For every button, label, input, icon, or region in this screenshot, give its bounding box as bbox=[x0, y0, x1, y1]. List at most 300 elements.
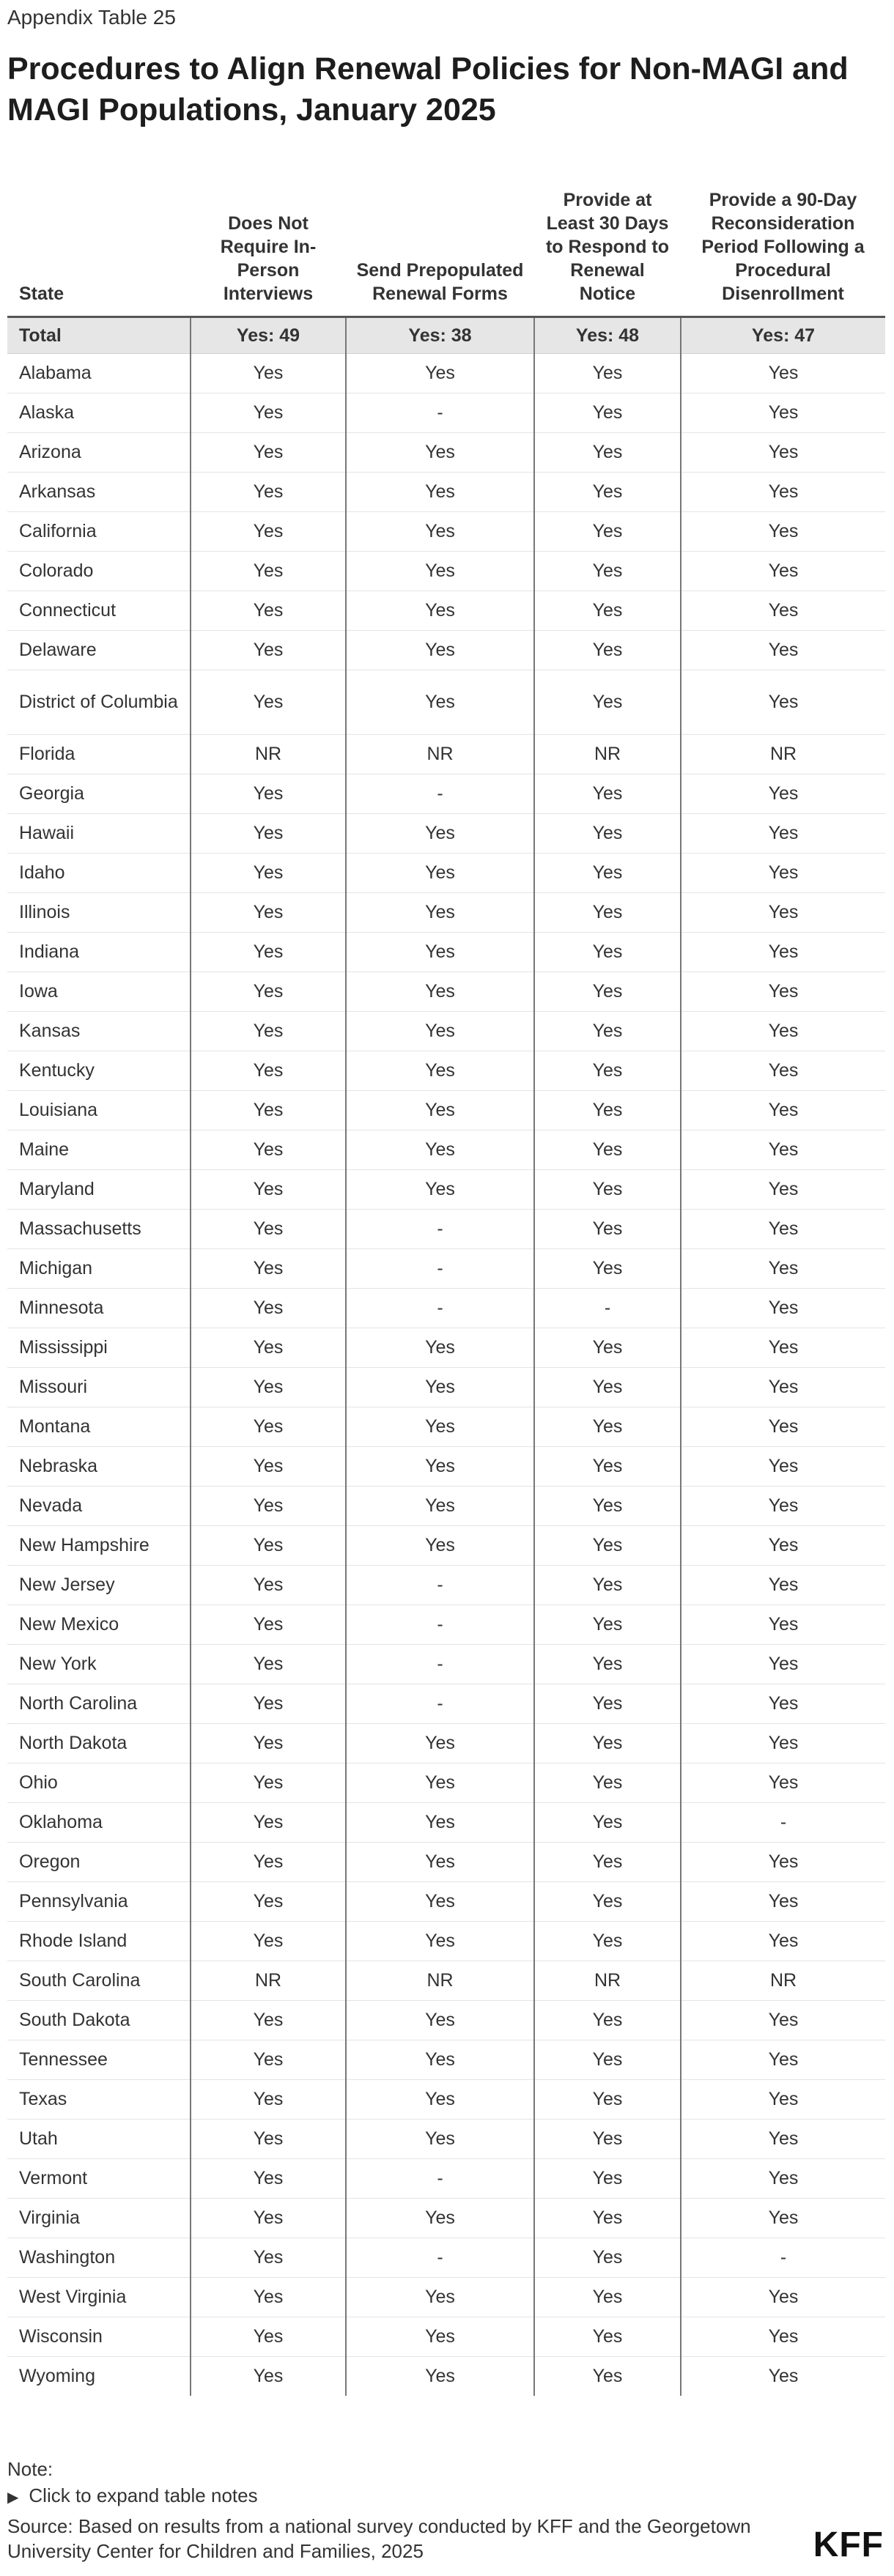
value-cell: Yes bbox=[534, 1367, 681, 1407]
state-name-cell: Minnesota bbox=[7, 1288, 191, 1328]
table-row bbox=[7, 2238, 885, 2277]
value-cell: Yes bbox=[191, 2000, 346, 2040]
state-name-cell: South Carolina bbox=[7, 1961, 191, 2000]
value-cell: Yes bbox=[681, 1525, 885, 1565]
table-row bbox=[7, 1565, 885, 1605]
value-cell: Yes bbox=[534, 1842, 681, 1881]
value-cell: Yes bbox=[346, 1486, 534, 1525]
value-cell: Yes bbox=[191, 2119, 346, 2158]
value-cell: Yes bbox=[534, 2158, 681, 2198]
value-cell: Yes bbox=[681, 2317, 885, 2356]
value-cell: Yes bbox=[681, 853, 885, 892]
value-cell: NR bbox=[534, 734, 681, 774]
value-cell: - bbox=[346, 393, 534, 432]
value-cell: Yes bbox=[681, 1407, 885, 1446]
state-name-cell: Wyoming bbox=[19, 2366, 95, 2387]
value-cell: Yes bbox=[191, 1328, 346, 1367]
table-row bbox=[7, 1169, 885, 1209]
value-cell: Yes bbox=[191, 1921, 346, 1961]
value-cell: NR bbox=[534, 1961, 681, 2000]
value-cell: Yes bbox=[191, 2079, 346, 2119]
value-cell: Yes bbox=[681, 1881, 885, 1921]
column-header-state[interactable]: State bbox=[7, 158, 191, 317]
value-cell: Yes bbox=[534, 2119, 681, 2158]
state-name-cell: Nevada bbox=[7, 1486, 191, 1525]
value-cell: NR bbox=[681, 734, 885, 774]
page-title: Procedures to Align Renewal Policies for Non-MAGI and MAGI Populations, January 2025 bbox=[7, 51, 849, 127]
value-cell: Yes bbox=[534, 1248, 681, 1288]
table-row bbox=[7, 2119, 885, 2158]
value-cell: Yes bbox=[191, 2158, 346, 2198]
value-cell: Yes bbox=[681, 1486, 885, 1525]
table-kicker: Appendix Table 25 bbox=[7, 6, 176, 29]
value-cell: Yes bbox=[681, 1288, 885, 1328]
value-cell: Yes bbox=[346, 2277, 534, 2317]
table-row bbox=[7, 1881, 885, 1921]
value-cell: Yes bbox=[681, 1011, 885, 1051]
value-cell: Yes bbox=[534, 472, 681, 511]
state-name-cell: Florida bbox=[7, 734, 191, 774]
value-cell: Yes bbox=[346, 432, 534, 472]
table-row bbox=[7, 2356, 885, 2396]
value-cell: Yes bbox=[191, 1881, 346, 1921]
value-cell: Yes bbox=[191, 813, 346, 853]
state-name-cell: New York bbox=[7, 1644, 191, 1684]
value-cell: Yes bbox=[346, 1723, 534, 1763]
value-cell: Yes bbox=[346, 932, 534, 971]
value-cell: Yes bbox=[191, 393, 346, 432]
value-cell: Yes bbox=[191, 2040, 346, 2079]
value-cell: Yes bbox=[681, 2119, 885, 2158]
state-name-cell: New Jersey bbox=[7, 1565, 191, 1605]
value-cell: Yes bbox=[681, 1684, 885, 1723]
value-cell: Yes bbox=[534, 774, 681, 813]
value-cell: Yes bbox=[534, 353, 681, 393]
value-cell: Yes bbox=[534, 2277, 681, 2317]
state-name-cell: Arkansas bbox=[7, 472, 191, 511]
value-cell: Yes bbox=[534, 2317, 681, 2356]
value-cell: Yes bbox=[191, 1486, 346, 1525]
value-cell: Yes bbox=[534, 1881, 681, 1921]
value-cell: Yes bbox=[681, 472, 885, 511]
table-row bbox=[7, 1130, 885, 1169]
table-header-row bbox=[7, 158, 885, 317]
value-cell: Yes bbox=[534, 2079, 681, 2119]
value-cell: Yes bbox=[681, 2000, 885, 2040]
state-name-cell: Texas bbox=[7, 2079, 191, 2119]
value-cell: - bbox=[346, 774, 534, 813]
table-row bbox=[7, 1486, 885, 1525]
state-name-cell: Hawaii bbox=[7, 813, 191, 853]
table-row bbox=[7, 1921, 885, 1961]
value-cell: Yes bbox=[534, 1921, 681, 1961]
state-name-cell: Nebraska bbox=[7, 1446, 191, 1486]
value-cell: Yes bbox=[534, 1605, 681, 1644]
value-cell: Yes bbox=[191, 1802, 346, 1842]
value-cell: Yes bbox=[534, 2000, 681, 2040]
table-row bbox=[7, 1407, 885, 1446]
table-row bbox=[7, 1842, 885, 1881]
state-name-cell: California bbox=[7, 511, 191, 551]
value-cell: Yes bbox=[191, 1090, 346, 1130]
table-row bbox=[7, 353, 885, 393]
value-cell: Yes bbox=[346, 2198, 534, 2238]
value-cell: Yes bbox=[346, 1130, 534, 1169]
value-cell: Yes bbox=[681, 591, 885, 630]
value-cell: Yes bbox=[681, 774, 885, 813]
column-header-30-days-respond[interactable]: Provide at Least 30 Days to Respond to Renewal Notice bbox=[534, 158, 681, 317]
value-cell: Yes bbox=[346, 2356, 534, 2396]
table-row bbox=[7, 1328, 885, 1367]
value-cell: Yes bbox=[534, 1684, 681, 1723]
state-name-cell: Michigan bbox=[7, 1248, 191, 1288]
state-name-cell: Tennessee bbox=[7, 2040, 191, 2079]
value-cell: Yes bbox=[346, 511, 534, 551]
state-name-cell: Kentucky bbox=[7, 1051, 191, 1090]
value-cell: Yes bbox=[191, 1248, 346, 1288]
value-cell: Yes bbox=[681, 2198, 885, 2238]
value-cell: Yes bbox=[191, 472, 346, 511]
state-name-cell: North Dakota bbox=[7, 1723, 191, 1763]
value-cell: Yes bbox=[534, 932, 681, 971]
value-cell: Yes bbox=[681, 670, 885, 734]
value-cell: - bbox=[346, 1684, 534, 1723]
value-cell: Yes bbox=[346, 1842, 534, 1881]
value-cell: Yes bbox=[681, 1090, 885, 1130]
value-cell: Yes bbox=[534, 1051, 681, 1090]
total-cell: Yes: 48 bbox=[534, 317, 681, 353]
value-cell: Yes bbox=[681, 1763, 885, 1802]
state-name-cell: North Carolina bbox=[7, 1684, 191, 1723]
value-cell: Yes bbox=[346, 472, 534, 511]
state-name-cell: Virginia bbox=[7, 2198, 191, 2238]
value-cell: Yes bbox=[681, 1446, 885, 1486]
value-cell: Yes bbox=[534, 432, 681, 472]
value-cell: Yes bbox=[191, 2317, 346, 2356]
value-cell: Yes bbox=[681, 1130, 885, 1169]
kff-logo: KFF bbox=[813, 2525, 884, 2564]
value-cell: Yes bbox=[681, 393, 885, 432]
value-cell: - bbox=[681, 2238, 885, 2277]
value-cell: Yes bbox=[191, 1644, 346, 1684]
value-cell: Yes bbox=[191, 932, 346, 971]
table-row bbox=[7, 1763, 885, 1802]
table-row bbox=[7, 2000, 885, 2040]
state-name-cell: Pennsylvania bbox=[7, 1881, 191, 1921]
value-cell: Yes bbox=[534, 1486, 681, 1525]
table-row bbox=[7, 670, 885, 734]
value-cell: Yes bbox=[681, 2277, 885, 2317]
value-cell: Yes bbox=[534, 511, 681, 551]
value-cell: Yes bbox=[346, 1525, 534, 1565]
column-header-90-day-reconsideration[interactable]: Provide a 90-Day Reconsideration Period Following a Procedural Disenrollment bbox=[681, 158, 885, 317]
value-cell: Yes bbox=[346, 1367, 534, 1407]
value-cell: Yes bbox=[534, 1011, 681, 1051]
state-name-cell: New Hampshire bbox=[7, 1525, 191, 1565]
state-name-cell: Vermont bbox=[7, 2158, 191, 2198]
value-cell: Yes bbox=[346, 1328, 534, 1367]
value-cell: Yes bbox=[191, 432, 346, 472]
value-cell: Yes bbox=[346, 353, 534, 393]
value-cell: Yes bbox=[534, 1328, 681, 1367]
value-cell: NR bbox=[346, 734, 534, 774]
value-cell: Yes bbox=[346, 1051, 534, 1090]
value-cell: Yes bbox=[534, 892, 681, 932]
value-cell: Yes bbox=[681, 2356, 885, 2396]
value-cell: Yes bbox=[346, 1881, 534, 1921]
value-cell: Yes bbox=[534, 1723, 681, 1763]
value-cell: Yes bbox=[346, 551, 534, 591]
state-name-cell: Washington bbox=[7, 2238, 191, 2277]
value-cell: - bbox=[346, 1248, 534, 1288]
value-cell: Yes bbox=[681, 1051, 885, 1090]
value-cell: Yes bbox=[534, 1446, 681, 1486]
column-header-prepopulated-forms[interactable]: Send Prepopulated Renewal Forms bbox=[346, 158, 534, 317]
value-cell: Yes bbox=[191, 670, 346, 734]
value-cell: Yes bbox=[191, 1565, 346, 1605]
state-name-cell: Idaho bbox=[7, 853, 191, 892]
value-cell: Yes bbox=[534, 853, 681, 892]
total-label: Total bbox=[7, 317, 191, 353]
value-cell: Yes bbox=[191, 591, 346, 630]
state-name-cell: Kansas bbox=[7, 1011, 191, 1051]
expand-notes-toggle[interactable] bbox=[7, 2484, 258, 2507]
value-cell: NR bbox=[191, 734, 346, 774]
value-cell: - bbox=[346, 2158, 534, 2198]
table-row bbox=[7, 1802, 885, 1842]
value-cell: Yes bbox=[681, 1328, 885, 1367]
state-name-cell: Wisconsin bbox=[7, 2317, 191, 2356]
value-cell: Yes bbox=[534, 393, 681, 432]
value-cell: Yes bbox=[534, 1525, 681, 1565]
value-cell: Yes bbox=[346, 630, 534, 670]
value-cell: Yes bbox=[681, 1644, 885, 1684]
value-cell: Yes bbox=[191, 1367, 346, 1407]
value-cell: - bbox=[346, 1565, 534, 1605]
value-cell: Yes bbox=[191, 1684, 346, 1723]
value-cell: Yes bbox=[346, 2040, 534, 2079]
table-row bbox=[7, 1644, 885, 1684]
table-row bbox=[7, 1367, 885, 1407]
value-cell: Yes bbox=[191, 551, 346, 591]
state-name-cell: District of Columbia bbox=[7, 670, 191, 734]
state-name-cell: Alabama bbox=[7, 353, 191, 393]
value-cell: Yes bbox=[534, 971, 681, 1011]
value-cell: Yes bbox=[534, 1644, 681, 1684]
value-cell: Yes bbox=[346, 2000, 534, 2040]
value-cell: Yes bbox=[534, 2356, 681, 2396]
state-name-cell: Louisiana bbox=[7, 1090, 191, 1130]
state-name-cell: Indiana bbox=[7, 932, 191, 971]
value-cell: Yes bbox=[191, 1011, 346, 1051]
table-row bbox=[7, 2079, 885, 2119]
value-cell: Yes bbox=[191, 630, 346, 670]
value-cell: NR bbox=[346, 1961, 534, 2000]
value-cell: Yes bbox=[191, 853, 346, 892]
table-row bbox=[7, 853, 885, 892]
value-cell: Yes bbox=[534, 1209, 681, 1248]
value-cell: Yes bbox=[191, 1446, 346, 1486]
value-cell: Yes bbox=[534, 1763, 681, 1802]
value-cell: Yes bbox=[191, 971, 346, 1011]
column-header-no-in-person-interviews[interactable]: Does Not Require In-Person Interviews bbox=[191, 158, 346, 317]
note-label: Note: bbox=[7, 2458, 53, 2480]
state-name-cell: Massachusetts bbox=[7, 1209, 191, 1248]
value-cell: Yes bbox=[191, 1605, 346, 1644]
value-cell: Yes bbox=[191, 2356, 346, 2396]
state-name-cell: Colorado bbox=[7, 551, 191, 591]
value-cell: Yes bbox=[681, 2079, 885, 2119]
value-cell: Yes bbox=[681, 1209, 885, 1248]
value-cell: Yes bbox=[346, 2317, 534, 2356]
value-cell: - bbox=[534, 1288, 681, 1328]
table-row bbox=[7, 932, 885, 971]
value-cell: Yes bbox=[191, 1209, 346, 1248]
table-row bbox=[7, 1723, 885, 1763]
table-row bbox=[7, 630, 885, 670]
value-cell: Yes bbox=[681, 511, 885, 551]
value-cell: Yes bbox=[681, 1842, 885, 1881]
value-cell: Yes bbox=[346, 1169, 534, 1209]
value-cell: Yes bbox=[534, 1169, 681, 1209]
value-cell: Yes bbox=[346, 1090, 534, 1130]
value-cell: Yes bbox=[191, 1051, 346, 1090]
table-row bbox=[7, 1248, 885, 1288]
value-cell: Yes bbox=[191, 1130, 346, 1169]
value-cell: Yes bbox=[346, 1763, 534, 1802]
value-cell: Yes bbox=[534, 551, 681, 591]
value-cell: Yes bbox=[191, 1842, 346, 1881]
value-cell: Yes bbox=[681, 1921, 885, 1961]
value-cell: Yes bbox=[346, 971, 534, 1011]
state-name-cell: Utah bbox=[7, 2119, 191, 2158]
value-cell: Yes bbox=[191, 2277, 346, 2317]
state-name-cell: Connecticut bbox=[7, 591, 191, 630]
table-row bbox=[7, 1090, 885, 1130]
value-cell: Yes bbox=[346, 813, 534, 853]
expand-notes-label: Click to expand table notes bbox=[29, 2484, 258, 2506]
total-row bbox=[7, 317, 885, 353]
value-cell: NR bbox=[191, 1961, 346, 2000]
table-row bbox=[7, 1684, 885, 1723]
value-cell: Yes bbox=[681, 1565, 885, 1605]
value-cell: Yes bbox=[681, 971, 885, 1011]
value-cell: Yes bbox=[346, 1407, 534, 1446]
state-name-cell: West Virginia bbox=[7, 2277, 191, 2317]
value-cell: - bbox=[346, 1209, 534, 1248]
value-cell: Yes bbox=[191, 2198, 346, 2238]
state-name-cell: Oregon bbox=[7, 1842, 191, 1881]
table-row bbox=[7, 393, 885, 432]
table-row bbox=[7, 813, 885, 853]
source-note: Source: Based on results from a national survey conducted by KFF and the Georgetown University Center for Children and Families, 2025 bbox=[7, 2515, 751, 2562]
value-cell: Yes bbox=[346, 853, 534, 892]
table-row bbox=[7, 551, 885, 591]
value-cell: - bbox=[346, 1288, 534, 1328]
table-row bbox=[7, 2198, 885, 2238]
value-cell: Yes bbox=[681, 2040, 885, 2079]
table-row bbox=[7, 2158, 885, 2198]
table-row bbox=[7, 971, 885, 1011]
table-row bbox=[7, 892, 885, 932]
table-row bbox=[7, 1209, 885, 1248]
total-cell: Yes: 38 bbox=[346, 317, 534, 353]
value-cell: Yes bbox=[346, 2119, 534, 2158]
table-row bbox=[7, 1288, 885, 1328]
value-cell: Yes bbox=[681, 932, 885, 971]
value-cell: Yes bbox=[681, 2158, 885, 2198]
value-cell: - bbox=[346, 2238, 534, 2277]
value-cell: Yes bbox=[346, 1446, 534, 1486]
state-name-cell: Montana bbox=[7, 1407, 191, 1446]
value-cell: Yes bbox=[681, 1169, 885, 1209]
value-cell: Yes bbox=[681, 1248, 885, 1288]
state-name-cell: Alaska bbox=[7, 393, 191, 432]
value-cell: Yes bbox=[346, 2079, 534, 2119]
table-row bbox=[7, 2040, 885, 2079]
value-cell: Yes bbox=[534, 1407, 681, 1446]
table-row bbox=[7, 734, 885, 774]
value-cell: Yes bbox=[534, 1090, 681, 1130]
value-cell: Yes bbox=[681, 813, 885, 853]
value-cell: Yes bbox=[681, 551, 885, 591]
value-cell: Yes bbox=[191, 892, 346, 932]
value-cell: Yes bbox=[534, 2198, 681, 2238]
table-row bbox=[7, 2277, 885, 2317]
value-cell: Yes bbox=[534, 630, 681, 670]
table-row bbox=[7, 1446, 885, 1486]
state-name-cell: South Dakota bbox=[7, 2000, 191, 2040]
state-name-cell: Maryland bbox=[7, 1169, 191, 1209]
value-cell: Yes bbox=[346, 1802, 534, 1842]
state-name-cell: Maine bbox=[7, 1130, 191, 1169]
value-cell: Yes bbox=[534, 2040, 681, 2079]
renewal-policies-table bbox=[7, 158, 885, 2396]
value-cell: Yes bbox=[681, 1605, 885, 1644]
table-row bbox=[7, 511, 885, 551]
value-cell: Yes bbox=[191, 774, 346, 813]
table-row bbox=[7, 472, 885, 511]
value-cell: Yes bbox=[534, 1565, 681, 1605]
value-cell: Yes bbox=[681, 432, 885, 472]
total-cell: Yes: 49 bbox=[191, 317, 346, 353]
value-cell: Yes bbox=[681, 892, 885, 932]
table-row bbox=[7, 1051, 885, 1090]
state-name-cell: Ohio bbox=[7, 1763, 191, 1802]
value-cell: Yes bbox=[191, 1288, 346, 1328]
value-cell: Yes bbox=[346, 1921, 534, 1961]
value-cell: Yes bbox=[681, 353, 885, 393]
table-row bbox=[7, 1961, 885, 2000]
value-cell: Yes bbox=[534, 813, 681, 853]
state-name-cell: Oklahoma bbox=[7, 1802, 191, 1842]
value-cell: Yes bbox=[346, 892, 534, 932]
table-row bbox=[7, 1011, 885, 1051]
table-row bbox=[7, 2317, 885, 2356]
value-cell: Yes bbox=[346, 670, 534, 734]
state-name-cell: Delaware bbox=[7, 630, 191, 670]
state-name-cell: New Mexico bbox=[7, 1605, 191, 1644]
value-cell: - bbox=[681, 1802, 885, 1842]
state-name-cell: Arizona bbox=[7, 432, 191, 472]
table-row bbox=[7, 1605, 885, 1644]
value-cell: Yes bbox=[191, 1723, 346, 1763]
table-row bbox=[7, 591, 885, 630]
value-cell: - bbox=[346, 1605, 534, 1644]
value-cell: Yes bbox=[534, 1802, 681, 1842]
value-cell: - bbox=[346, 1644, 534, 1684]
state-name-cell: Illinois bbox=[7, 892, 191, 932]
